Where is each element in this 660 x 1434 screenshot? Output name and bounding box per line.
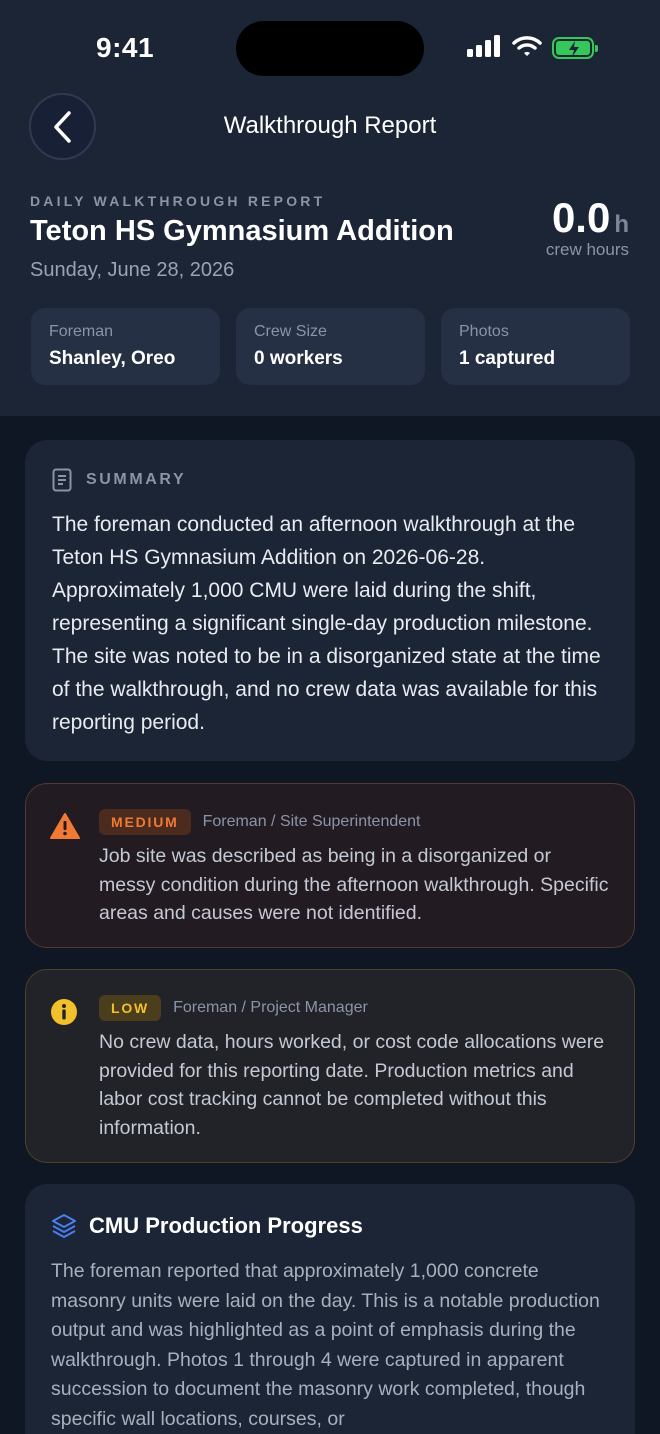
crew-hours-label: crew hours [545, 240, 629, 259]
crew-hours-value: 0.0 [551, 194, 611, 241]
stat-label: Photos [459, 323, 509, 340]
summary-text: The foreman conducted an afternoon walkthrough at the Teton HS Gymnasium Addition on 2026-06-28. Approximately 1,000 CMU were laid during the shift, representing a significant single-day production milestone. The site was noted to be in a disorganized state at the time of the walkthrough, and no crew data was available for this reporting period. [52, 513, 601, 734]
alert-role: Foreman / Project Manager [173, 999, 368, 1016]
alert-card-low[interactable] [25, 969, 635, 1163]
stat-value: Shanley, Oreo [49, 348, 176, 369]
project-title: Teton HS Gymnasium Addition [30, 215, 454, 247]
stat-label: Foreman [49, 323, 114, 340]
stat-label: Crew Size [254, 323, 327, 340]
warning-icon [50, 812, 80, 845]
layers-icon [51, 1213, 77, 1239]
signal-icon [466, 34, 502, 63]
progress-card [25, 1184, 635, 1434]
document-icon [52, 468, 72, 492]
alert-card-medium[interactable] [25, 783, 635, 948]
battery-icon [552, 37, 594, 59]
summary-card [25, 440, 635, 761]
stat-card-photos[interactable] [441, 308, 630, 385]
status-time: 9:41 [96, 32, 155, 63]
alert-text: Job site was described as being in a disorganized or messy condition during the afternoon walkthrough. Specific areas and causes were not identified. [99, 845, 609, 924]
progress-header [51, 1213, 363, 1239]
severity-badge: MEDIUM [99, 809, 191, 835]
alert-role: Foreman / Site Superintendent [202, 813, 421, 830]
progress-title: CMU Production Progress [89, 1213, 363, 1238]
alert-meta [99, 995, 368, 1021]
dynamic-island [236, 21, 424, 76]
summary-title: SUMMARY [86, 471, 187, 488]
crew-hours-unit: h [614, 211, 629, 238]
wifi-icon [512, 34, 542, 63]
stat-value: 0 workers [254, 348, 343, 369]
stat-card-crew-size [236, 308, 425, 385]
stat-value: 1 captured [459, 348, 556, 369]
alert-text: No crew data, hours worked, or cost code allocations were provided for this reporting date. Production metrics and labor cost tracking cannot be completed without this information. [99, 1031, 605, 1139]
status-icons [466, 34, 594, 62]
nav-title: Walkthrough Report [223, 112, 437, 139]
severity-badge: LOW [99, 995, 161, 1021]
crew-hours [546, 194, 629, 260]
report-eyebrow: DAILY WALKTHROUGH REPORT [30, 193, 326, 209]
info-icon [50, 998, 78, 1031]
report-date: Sunday, June 28, 2026 [30, 259, 235, 281]
stat-card-foreman [31, 308, 220, 385]
alert-meta [99, 809, 420, 835]
progress-text: The foreman reported that approximately 1,000 concrete masonry units were laid on the day. This is a notable production output and was highlighted as a point of emphasis during the walkthrough. Photos 1 through 4 were captured in apparent succession to document the masonry work completed, though specific wall locations, courses, or [51, 1260, 600, 1430]
summary-header [52, 468, 186, 492]
